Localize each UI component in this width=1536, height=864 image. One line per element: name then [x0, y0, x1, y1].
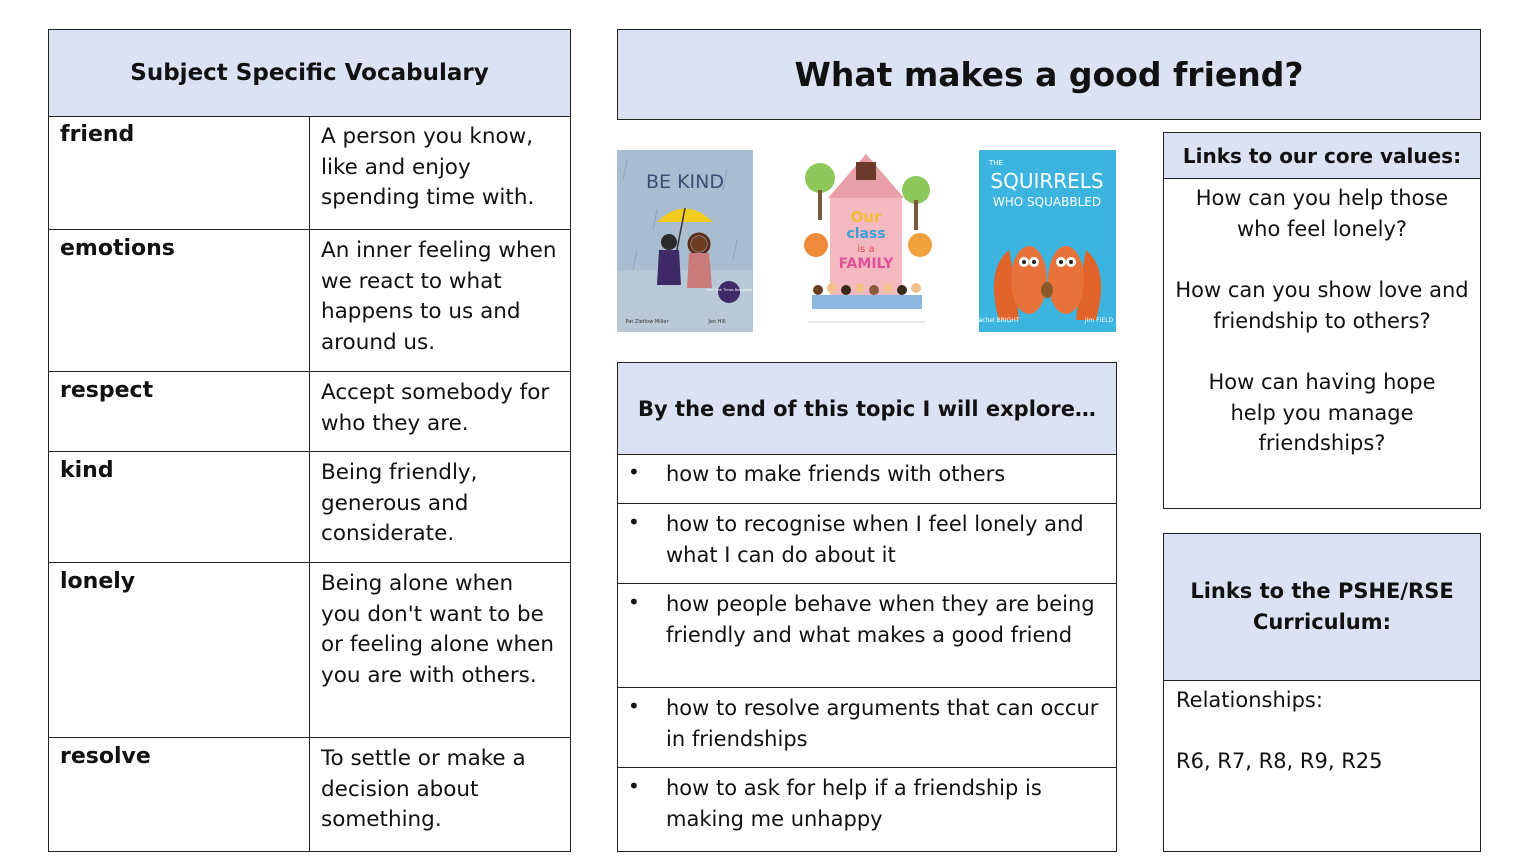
list-item-text: how to make friends with others	[666, 462, 1006, 486]
book-cover-be-kind	[617, 150, 753, 332]
vocab-definition: To settle or make a decision about something.	[321, 746, 526, 832]
list-item	[618, 584, 1116, 688]
explore-title: By the end of this topic I will explore…	[618, 363, 1116, 455]
bullet: •	[628, 774, 640, 798]
vocabulary-table	[48, 29, 571, 852]
vocab-definition: A person you know, like and enjoy spending time with.	[321, 124, 535, 210]
book3-author: Rachel BRIGHT	[979, 317, 1020, 324]
pshe-title: Links to the PSHE/RSE Curriculum:	[1164, 534, 1480, 681]
book1-illustrator: Jen Hill	[708, 319, 726, 325]
bullet: •	[628, 694, 640, 718]
squirrels-illustration	[979, 150, 1116, 332]
page-title	[617, 29, 1481, 120]
core-value-question: How can you help those who feel lonely?	[1195, 186, 1449, 241]
book3-title-line2: SQUIRRELS	[990, 169, 1104, 193]
vocab-definition: An inner feeling when we react to what happens to us and around us.	[321, 238, 557, 355]
core-value-question: How can you show love and friendship to others?	[1175, 278, 1469, 333]
list-item-text: how to resolve arguments that can occur in friendships	[666, 696, 1099, 751]
book2-title-line1: Our	[850, 208, 882, 226]
vocabulary-title: Subject Specific Vocabulary	[49, 30, 570, 117]
vocab-term: resolve	[49, 738, 310, 851]
list-item-text: how to recognise when I feel lonely and what I can do about it	[666, 512, 1084, 567]
book1-title: BE KIND	[646, 171, 724, 193]
vocab-row	[49, 738, 570, 851]
vocab-definition: Accept somebody for who they are.	[321, 380, 550, 436]
pshe-codes: R6, R7, R8, R9, R25	[1176, 749, 1383, 773]
book3-title-line3: WHO SQUABBLED	[992, 195, 1102, 209]
vocab-row	[49, 116, 570, 230]
pshe-curriculum-box	[1163, 533, 1481, 852]
vocab-row	[49, 230, 570, 372]
book3-title-line1: THE	[989, 159, 1003, 167]
vocab-term: emotions	[49, 230, 310, 371]
vocab-term: respect	[49, 372, 310, 451]
book1-badge: New York Times Bestseller	[706, 288, 752, 292]
core-values-box	[1163, 132, 1481, 509]
book2-title-line3: is a	[857, 244, 875, 255]
book-cover-our-class-is-a-family	[798, 150, 935, 332]
bullet: •	[628, 460, 640, 484]
list-item-text: how to ask for help if a friendship is making me unhappy	[666, 776, 1042, 831]
pshe-label: Relationships:	[1176, 688, 1323, 712]
book2-title-line4: FAMILY	[838, 256, 894, 272]
vocab-row	[49, 372, 570, 452]
schoolhouse-illustration	[798, 150, 935, 332]
bullet: •	[628, 590, 640, 614]
vocab-definition: Being friendly, generous and considerate.	[321, 460, 478, 546]
core-value-question: How can having hope help you manage friendships?	[1208, 370, 1436, 455]
core-values-title: Links to our core values:	[1164, 133, 1480, 179]
list-item	[618, 688, 1116, 768]
book2-title-line2: class	[846, 226, 886, 242]
list-item-text: how people behave when they are being friendly and what makes a good friend	[666, 592, 1095, 647]
book3-illustrator: Jim FIELD	[1084, 317, 1114, 324]
explore-list	[617, 362, 1117, 852]
vocab-row	[49, 452, 570, 563]
book1-author: Pat Zietlow Miller	[625, 319, 669, 325]
vocab-definition: Being alone when you don't want to be or feeling alone when you are with others.	[321, 571, 554, 688]
list-item	[618, 454, 1116, 504]
vocab-term: friend	[49, 116, 310, 229]
vocab-term: kind	[49, 452, 310, 562]
page-title-text: What makes a good friend?	[794, 55, 1304, 94]
vocab-term: lonely	[49, 563, 310, 737]
list-item	[618, 768, 1116, 851]
vocab-row	[49, 563, 570, 738]
book-cover-the-squirrels-who-squabbled	[979, 150, 1116, 332]
bullet: •	[628, 510, 640, 534]
umbrella-girls-illustration	[617, 150, 753, 332]
list-item	[618, 504, 1116, 584]
